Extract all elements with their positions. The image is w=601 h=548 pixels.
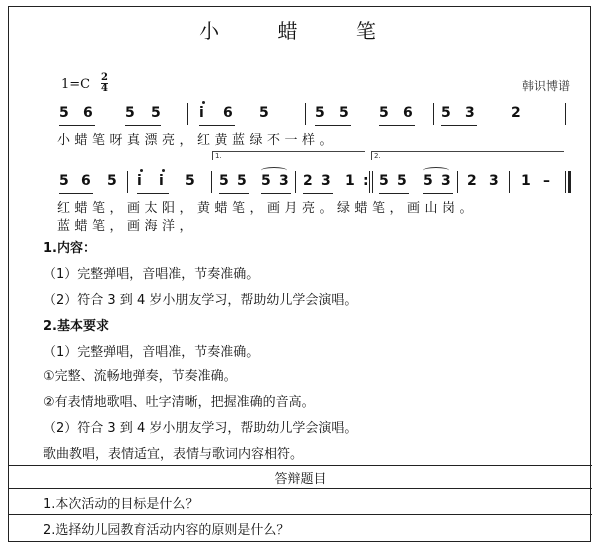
note: 5: [59, 105, 69, 121]
note: 5: [339, 105, 349, 121]
requirement-item-1: （1）完整弹唱，音唱准，节奏准确。: [43, 345, 260, 360]
requirement-item-4: （2）符合 3 到 4 岁小朋友学习，帮助幼儿学会演唱。: [43, 421, 358, 436]
underline: [59, 125, 95, 126]
note: 3: [321, 173, 331, 189]
underline: [199, 125, 235, 126]
defense-header: 答辩题目: [274, 472, 327, 487]
bar-line: [369, 171, 370, 193]
bar-line: [187, 103, 188, 125]
note: 5: [151, 105, 161, 121]
defense-question-2: 2.选择幼儿园教育活动内容的原则是什么？: [43, 523, 290, 538]
note: 5: [185, 173, 195, 189]
underline: [315, 125, 351, 126]
final-bar-thick: [568, 171, 571, 193]
bar-line: [372, 171, 373, 193]
note: –: [543, 173, 550, 189]
note: 5: [315, 105, 325, 121]
underline: [125, 125, 161, 126]
note: i: [159, 173, 164, 189]
lyrics-row-2-verse-2: 蓝蜡笔，画海洋，: [57, 219, 198, 234]
high-octave-dot: [140, 169, 143, 172]
note: 5: [261, 173, 271, 189]
note: 5: [125, 105, 135, 121]
divider: [9, 514, 592, 515]
lyrics-row-1: 小蜡笔呀真漂亮，红黄蓝绿不一样。: [57, 133, 338, 148]
note: 5: [423, 173, 433, 189]
composer-credit: 韩识博谱: [521, 79, 570, 93]
note: 3: [489, 173, 499, 189]
note: 5: [59, 173, 69, 189]
lyrics-row-2-verse-1: 红蜡笔，画太阳，黄蜡笔，画月亮。绿蜡笔，画山岗。: [57, 201, 478, 216]
note: 5: [259, 105, 269, 121]
volta-bracket-2: 2.: [371, 151, 564, 160]
divider: [9, 465, 592, 466]
underline: [379, 125, 415, 126]
high-octave-dot: [162, 169, 165, 172]
note: 6: [81, 173, 91, 189]
content-item-2: （2）符合 3 到 4 岁小朋友学习，帮助幼儿学会演唱。: [43, 293, 358, 308]
requirement-item-2: ①完整、流畅地弹奏，节奏准确。: [43, 369, 237, 384]
requirement-item-5: 歌曲教唱，表情适宜，表情与歌词内容相符。: [43, 447, 304, 462]
underline: [379, 193, 409, 194]
bar-line: [565, 103, 566, 125]
note: i: [199, 105, 204, 121]
note: 6: [403, 105, 413, 121]
note: 5: [397, 173, 407, 189]
underline: [441, 125, 477, 126]
note: 2: [511, 105, 521, 121]
content-heading: 1.内容：: [43, 241, 96, 256]
bar-line: [433, 103, 434, 125]
note: 6: [223, 105, 233, 121]
note: 2: [303, 173, 313, 189]
note: 5: [379, 173, 389, 189]
time-numerator: 2: [101, 72, 108, 83]
note: 6: [83, 105, 93, 121]
divider: [9, 488, 592, 489]
note: 2: [467, 173, 477, 189]
final-bar-thin: [565, 171, 566, 193]
bar-line: [457, 171, 458, 193]
bar-line: [127, 171, 128, 193]
volta-bracket-1: 1.: [212, 151, 365, 160]
repeat-sign: :: [363, 173, 369, 189]
high-octave-dot: [202, 101, 205, 104]
requirement-item-3: ②有表情地歌唱、吐字清晰，把握准确的音高。: [43, 395, 315, 410]
underline: [59, 193, 93, 194]
bar-line: [305, 103, 306, 125]
note: 1: [345, 173, 355, 189]
key-signature: 1=C: [61, 77, 91, 92]
note: 3: [279, 173, 289, 189]
note: 5: [219, 173, 229, 189]
bar-line: [295, 171, 296, 193]
song-title: 小 蜡 笔: [199, 19, 402, 43]
note: 5: [379, 105, 389, 121]
note: 3: [441, 173, 451, 189]
defense-question-1: 1.本次活动的目标是什么？: [43, 497, 199, 512]
document-frame: [8, 6, 591, 542]
underline: [219, 193, 249, 194]
underline: [137, 193, 169, 194]
time-signature: [101, 73, 108, 94]
note: 1: [521, 173, 531, 189]
note: 5: [107, 173, 117, 189]
underline: [261, 193, 291, 194]
content-item-1: （1）完整弹唱，音唱准，节奏准确。: [43, 267, 260, 282]
note: i: [137, 173, 142, 189]
underline: [423, 193, 453, 194]
note: 5: [441, 105, 451, 121]
requirements-heading: 2.基本要求: [43, 319, 109, 334]
time-denominator: 4: [101, 83, 108, 94]
note: 5: [237, 173, 247, 189]
bar-line: [509, 171, 510, 193]
bar-line: [211, 171, 212, 193]
note: 3: [465, 105, 475, 121]
underline: [303, 193, 333, 194]
